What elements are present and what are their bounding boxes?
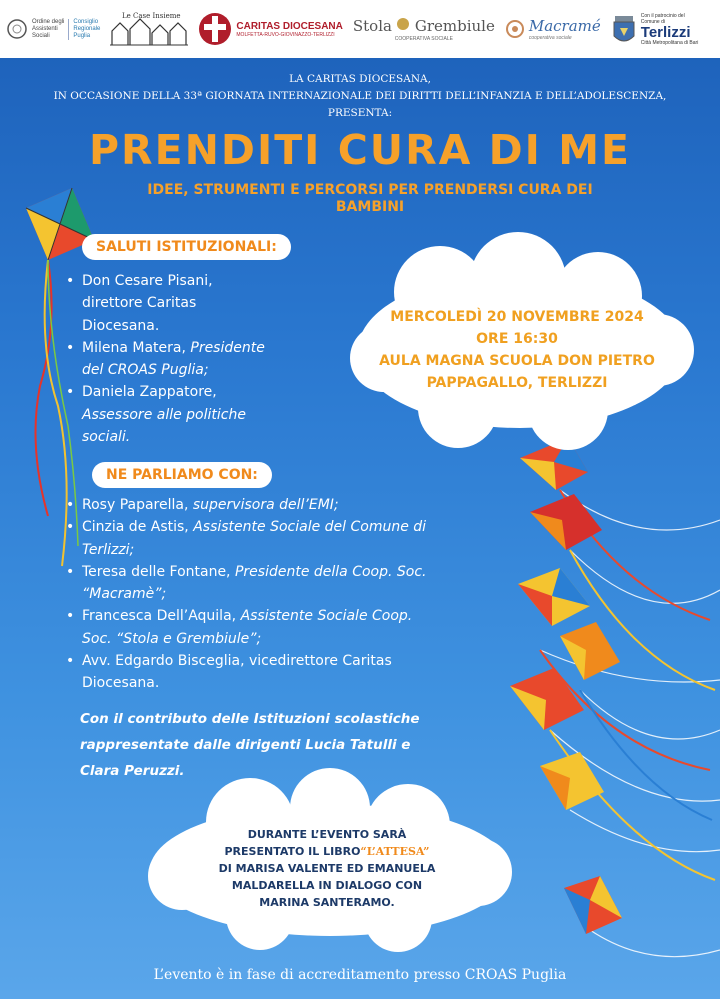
stola-sub: COOPERATIVA SOCIALE [394, 35, 453, 42]
parliamo-role-5: vicedirettore Caritas [249, 653, 392, 670]
intro-line-3: PRESENTA: [327, 107, 393, 119]
patrocinio-text: Con il patrocinio del [640, 12, 685, 19]
book-line-4: MALDARELLA IN DIALOGO CON [231, 879, 423, 892]
parliamo-role-4b: Soc. “Stola e Grembiule”; [82, 630, 262, 647]
event-date: MERCOLEDÌ 20 NOVEMBRE 2024 [390, 309, 644, 325]
saluti-name-3: Daniela Zappatore, [82, 384, 217, 401]
list-item [66, 270, 346, 337]
caritas-cross-icon [198, 9, 232, 49]
terlizzi-logo [611, 12, 699, 46]
list-item [66, 650, 546, 695]
event-place-2: PAPPAGALLO, TERLIZZI [426, 375, 608, 391]
assistenti-text-3: Sociali [32, 32, 50, 39]
saluti-role-1a: direttore Caritas [82, 295, 197, 312]
parliamo-heading: NE PARLIAMO CON: [92, 462, 272, 488]
cuori-text: Le Case Insieme [122, 12, 181, 20]
terlizzi-crest-icon [611, 12, 637, 46]
macrame-knot-icon [505, 19, 525, 39]
saluti-list [66, 270, 346, 448]
grembiule-text: Grembiule [414, 16, 495, 35]
assistenti-text-1: Ordine degli [32, 18, 65, 25]
caritas-name: CARITAS DIOCESANA [236, 20, 343, 32]
contrib-line-3: Clara Peruzzi. [80, 763, 185, 779]
terlizzi-text: Terlizzi [640, 23, 691, 41]
list-item [66, 337, 346, 382]
event-title: PRENDITI CURA DI ME [88, 126, 632, 174]
book-line-1: DURANTE L’EVENTO SARÀ [247, 828, 407, 841]
saluti-role-3a: Assessore alle politiche [82, 406, 246, 423]
macrame-sub: cooperativa sociale [528, 35, 572, 41]
list-item [66, 516, 546, 561]
assistenti-emblem-icon [6, 18, 28, 40]
saluti-heading: SALUTI ISTITUZIONALI: [82, 234, 291, 260]
parliamo-role-1: supervisora dell’EMI; [192, 497, 339, 513]
parliamo-role-3: Presidente della Coop. Soc. [234, 563, 427, 580]
event-place-1: AULA MAGNA SCUOLA DON PIETRO [379, 353, 655, 369]
saluti-role-2b: del CROAS Puglia; [82, 362, 209, 379]
intro-line-2: IN OCCASIONE DELLA 33ª GIORNATA INTERNAZIONALE DEI DIRITTI DELL’INFANZIA E DELL’ADOLESCENZA, [53, 90, 667, 102]
book-presentation [172, 826, 482, 911]
book-line-2a: PRESENTATO IL LIBRO [224, 845, 361, 858]
comune-text: Comune di [640, 18, 665, 25]
stola-emblem-icon [396, 17, 410, 31]
parliamo-role-2: Assistente Sociale del Comune di [193, 519, 427, 536]
book-line-5: MARINA SANTERAMO. [259, 896, 395, 909]
event-details [358, 306, 676, 394]
footer-note: L’evento è in fase di accreditamento presso CROAS Puglia [153, 967, 567, 983]
caritas-logo [198, 9, 342, 49]
contrib-line-2: rappresentate dalle dirigenti Lucia Tatulli e [80, 737, 411, 753]
intro-line-1: LA CARITAS DIOCESANA, [289, 73, 431, 85]
assistenti-sociali-logo [6, 18, 100, 40]
list-item [66, 605, 546, 650]
croas-text-3: Puglia [73, 32, 91, 39]
houses-drawing-icon [110, 9, 188, 49]
book-line-2 [172, 843, 482, 860]
parliamo-role-5b: Diocesana. [82, 675, 160, 692]
subtitle-line-2: BAMBINI [335, 199, 405, 215]
caritas-sub: MOLFETTA-RUVO-GIOVINAZZO-TERLIZZI [236, 31, 335, 38]
saluti-role-2a: Presidente [190, 339, 265, 356]
saluti-role-3b: sociali. [82, 429, 131, 446]
contrib-line-1: Con il contributo delle Istituzioni scolastiche [80, 711, 420, 727]
list-item [66, 381, 346, 448]
assistenti-text-2: Assistenti [32, 25, 58, 32]
parliamo-role-2b: Terlizzi; [82, 541, 135, 558]
subtitle-line-1: IDEE, STRUMENTI E PERCORSI PER PRENDERSI CURA DEI [147, 182, 593, 198]
parliamo-role-4: Assistente Sociale Coop. [240, 608, 413, 625]
macrame-logo [505, 17, 601, 41]
croas-text-2: Regionale [73, 25, 101, 32]
book-line-3: DI MARISA VALENTE ED EMANUELA [218, 862, 436, 875]
parliamo-role-3b: “Macramè”; [82, 586, 167, 603]
saluti-name-2: Milena Matera, [82, 339, 186, 356]
parliamo-name-5: Avv. Edgardo Bisceglia, [82, 653, 245, 670]
macrame-text: Macramé [528, 17, 601, 35]
stola-grembiule-logo [353, 17, 495, 42]
list-item [66, 561, 546, 606]
saluti-name-1: Don Cesare Pisani, [82, 273, 213, 289]
parliamo-name-2: Cinzia de Astis, [82, 519, 189, 536]
book-title: “L’ATTESA” [360, 845, 430, 858]
parliamo-list [66, 494, 546, 695]
saluti-role-1b: Diocesana. [82, 317, 160, 334]
terlizzi-sub: Città Metropolitana di Bari [640, 39, 699, 46]
event-subtitle [100, 182, 640, 216]
parliamo-name-1: Rosy Paparella, [82, 497, 189, 513]
intro-block [0, 71, 720, 122]
parliamo-name-3: Teresa delle Fontane, [82, 563, 231, 580]
stola-text: Stola [352, 16, 392, 35]
logo-strip [0, 0, 720, 58]
croas-text-1: Consiglio [73, 18, 99, 25]
event-time: ORE 16:30 [476, 331, 558, 347]
list-item [66, 494, 546, 516]
parliamo-name-4: Francesca Dell’Aquila, [82, 608, 237, 625]
cuori-logo [110, 9, 188, 49]
